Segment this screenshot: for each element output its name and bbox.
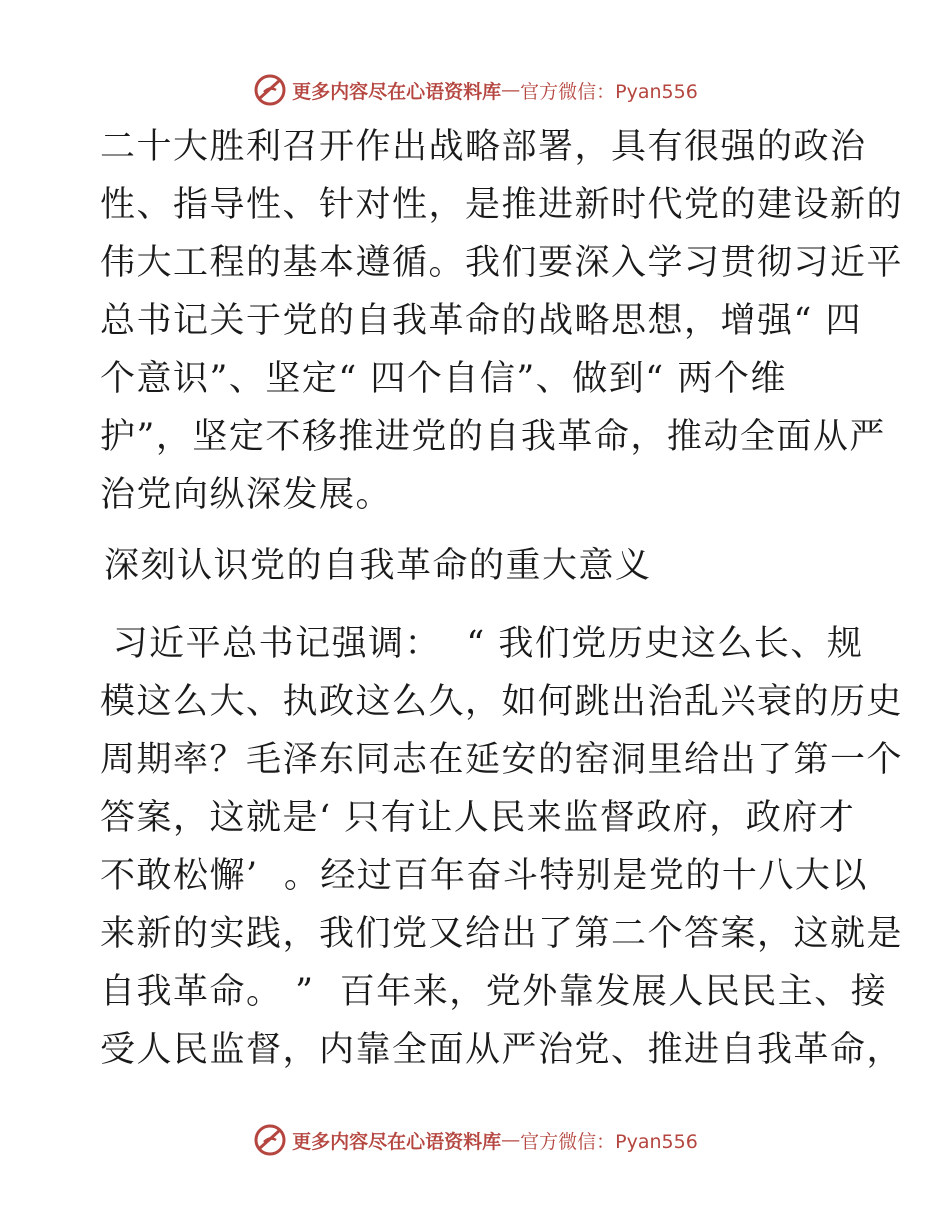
- logo-icon: [252, 72, 288, 108]
- text-line: 答案，这就是‘ 只有让人民来监督政府，政府才: [100, 798, 856, 838]
- text-line: 模这么大、执政这么久，如何跳出治乱兴衰的历史: [100, 682, 904, 722]
- text-line: 性、指导性、针对性，是推进新时代党的建设新的: [100, 185, 904, 225]
- paragraph-1: [100, 118, 904, 524]
- logo-icon: [252, 1122, 288, 1158]
- watermark-dash: —: [501, 79, 521, 101]
- watermark-wechat: 官方微信：Pyan556: [520, 1130, 698, 1153]
- text-line: 二十大胜利召开作出战略部署，具有很强的政治: [100, 127, 867, 167]
- text-line: 自我革命。 ” 百年来，党外靠发展人民民主、接: [100, 972, 888, 1012]
- text-line: 护”，坚定不移推进党的自我革命，推动全面从严: [100, 417, 886, 457]
- text-line: 来新的实践，我们党又给出了第二个答案，这就是: [100, 914, 904, 954]
- text-line: 伟大工程的基本遵循。我们要深入学习贯彻习近平: [100, 243, 904, 283]
- watermark-wechat: 官方微信：Pyan556: [520, 80, 698, 103]
- header-watermark: [0, 70, 950, 110]
- section-heading: 深刻认识党的自我革命的重大意义: [104, 546, 652, 586]
- text-line: 总书记关于党的自我革命的战略思想，增强“ 四: [100, 301, 863, 341]
- text-line: 周期率？毛泽东同志在延安的窑洞里给出了第一个: [100, 740, 904, 780]
- paragraph-2: [100, 615, 904, 1079]
- text-line: 不敢松懈’ 。经过百年奋斗特别是党的十八大以: [100, 856, 868, 896]
- text-line: 习近平总书记强调： “ 我们党历史这么长、规: [100, 624, 864, 664]
- watermark-dash: —: [501, 1129, 521, 1151]
- watermark-brand: 更多内容尽在心语资料库: [292, 1130, 502, 1153]
- text-line: 个意识”、坚定“ 四个自信”、做到“ 两个维: [100, 359, 787, 399]
- text-line: 受人民监督，内靠全面从严治党、推进自我革命，: [100, 1030, 904, 1070]
- watermark-brand: 更多内容尽在心语资料库: [292, 80, 502, 103]
- text-line: 治党向纵深发展。: [100, 475, 393, 515]
- footer-watermark: [0, 1120, 950, 1160]
